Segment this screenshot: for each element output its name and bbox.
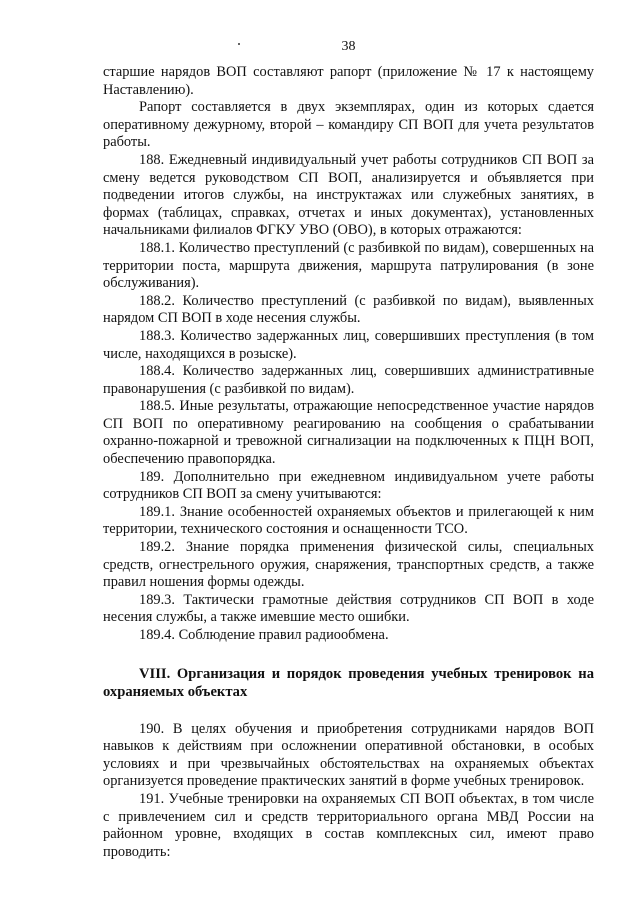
body-text-top bbox=[103, 64, 594, 645]
paragraph: 188.2. Количество преступлений (с разбивкой по видам), выявленных нарядом СП ВОП в ходе несения службы. bbox=[103, 292, 594, 327]
body-text-bottom bbox=[103, 721, 594, 862]
paragraph: 188.4. Количество задержанных лиц, совершивших административные правонарушения (с разбивкой по видам). bbox=[103, 363, 594, 397]
paragraph: 189.1. Знание особенностей охраняемых объектов и прилегающей к ним территории, технического состояния и оснащенности ТСО. bbox=[103, 503, 594, 538]
paragraph: 190. В целях обучения и приобретения сотрудниками нарядов ВОП навыков к действиям при осложнении оперативной обстановки, в особых условиях и при чрезвычайных обстоятельствах на охраняемых объектах организуется проведение практических занятий в форме учебных тренировок. bbox=[103, 720, 594, 790]
paragraph: 189.3. Тактически грамотные действия сотрудников СП ВОП в ходе несения службы, а также имевшие место ошибки. bbox=[103, 591, 594, 626]
page-number: 38 bbox=[341, 39, 356, 54]
paragraph: 188.3. Количество задержанных лиц, совершивших преступления (в том числе, находящихся в розыске). bbox=[103, 327, 594, 362]
paragraph: 188. Ежедневный индивидуальный учет работы сотрудников СП ВОП за смену ведется руководством СП ВОП, анализируется и объявляется при подведении итогов службы, на инструктажах или служебных занятиях, в формах (таблицах, справках, отчетах и иных документах), установленных начальниками филиалов ФГКУ УВО (ОВО), в которых отражаются: bbox=[103, 151, 594, 239]
paragraph: 189.4. Соблюдение правил радиообмена. bbox=[139, 627, 389, 643]
paragraph: 189. Дополнительно при ежедневном индивидуальном учете работы сотрудников СП ВОП за смену учитываются: bbox=[103, 468, 594, 503]
paragraph: 188.5. Иные результаты, отражающие непосредственное участие нарядов СП ВОП по оперативному реагированию на сообщения о срабатывании охранно-пожарной и тревожной сигнализации на подключенных к ПЦН ВОП, обеспечению правопорядка. bbox=[103, 398, 594, 468]
paragraph: старшие нарядов ВОП составляют рапорт (приложение № 17 к настоящему Наставлению). bbox=[103, 64, 594, 98]
paragraph: 188.1. Количество преступлений (с разбивкой по видам), совершенных на территории поста, маршрута движения, маршрута патрулирования (в зоне обслуживания). bbox=[103, 239, 594, 292]
paragraph: 189.2. Знание порядка применения физической силы, специальных средств, огнестрельного оружия, снаряжения, транспортных средств, а также правил ношения формы одежды. bbox=[103, 539, 594, 591]
paragraph: 191. Учебные тренировки на охраняемых СП ВОП объектах, в том числе с привлечением сил и средств территориального органа МВД России на районном уровне, входящих в состав комплексных сил, имеют право проводить: bbox=[103, 790, 594, 860]
section-heading: VIII. Организация и порядок проведения учебных тренировок на охраняемых объектах bbox=[103, 665, 594, 700]
scan-speck bbox=[238, 43, 240, 45]
paragraph: Рапорт составляется в двух экземплярах, один из которых сдается оперативному дежурному, второй – командиру СП ВОП для учета результатов работы. bbox=[103, 99, 594, 151]
